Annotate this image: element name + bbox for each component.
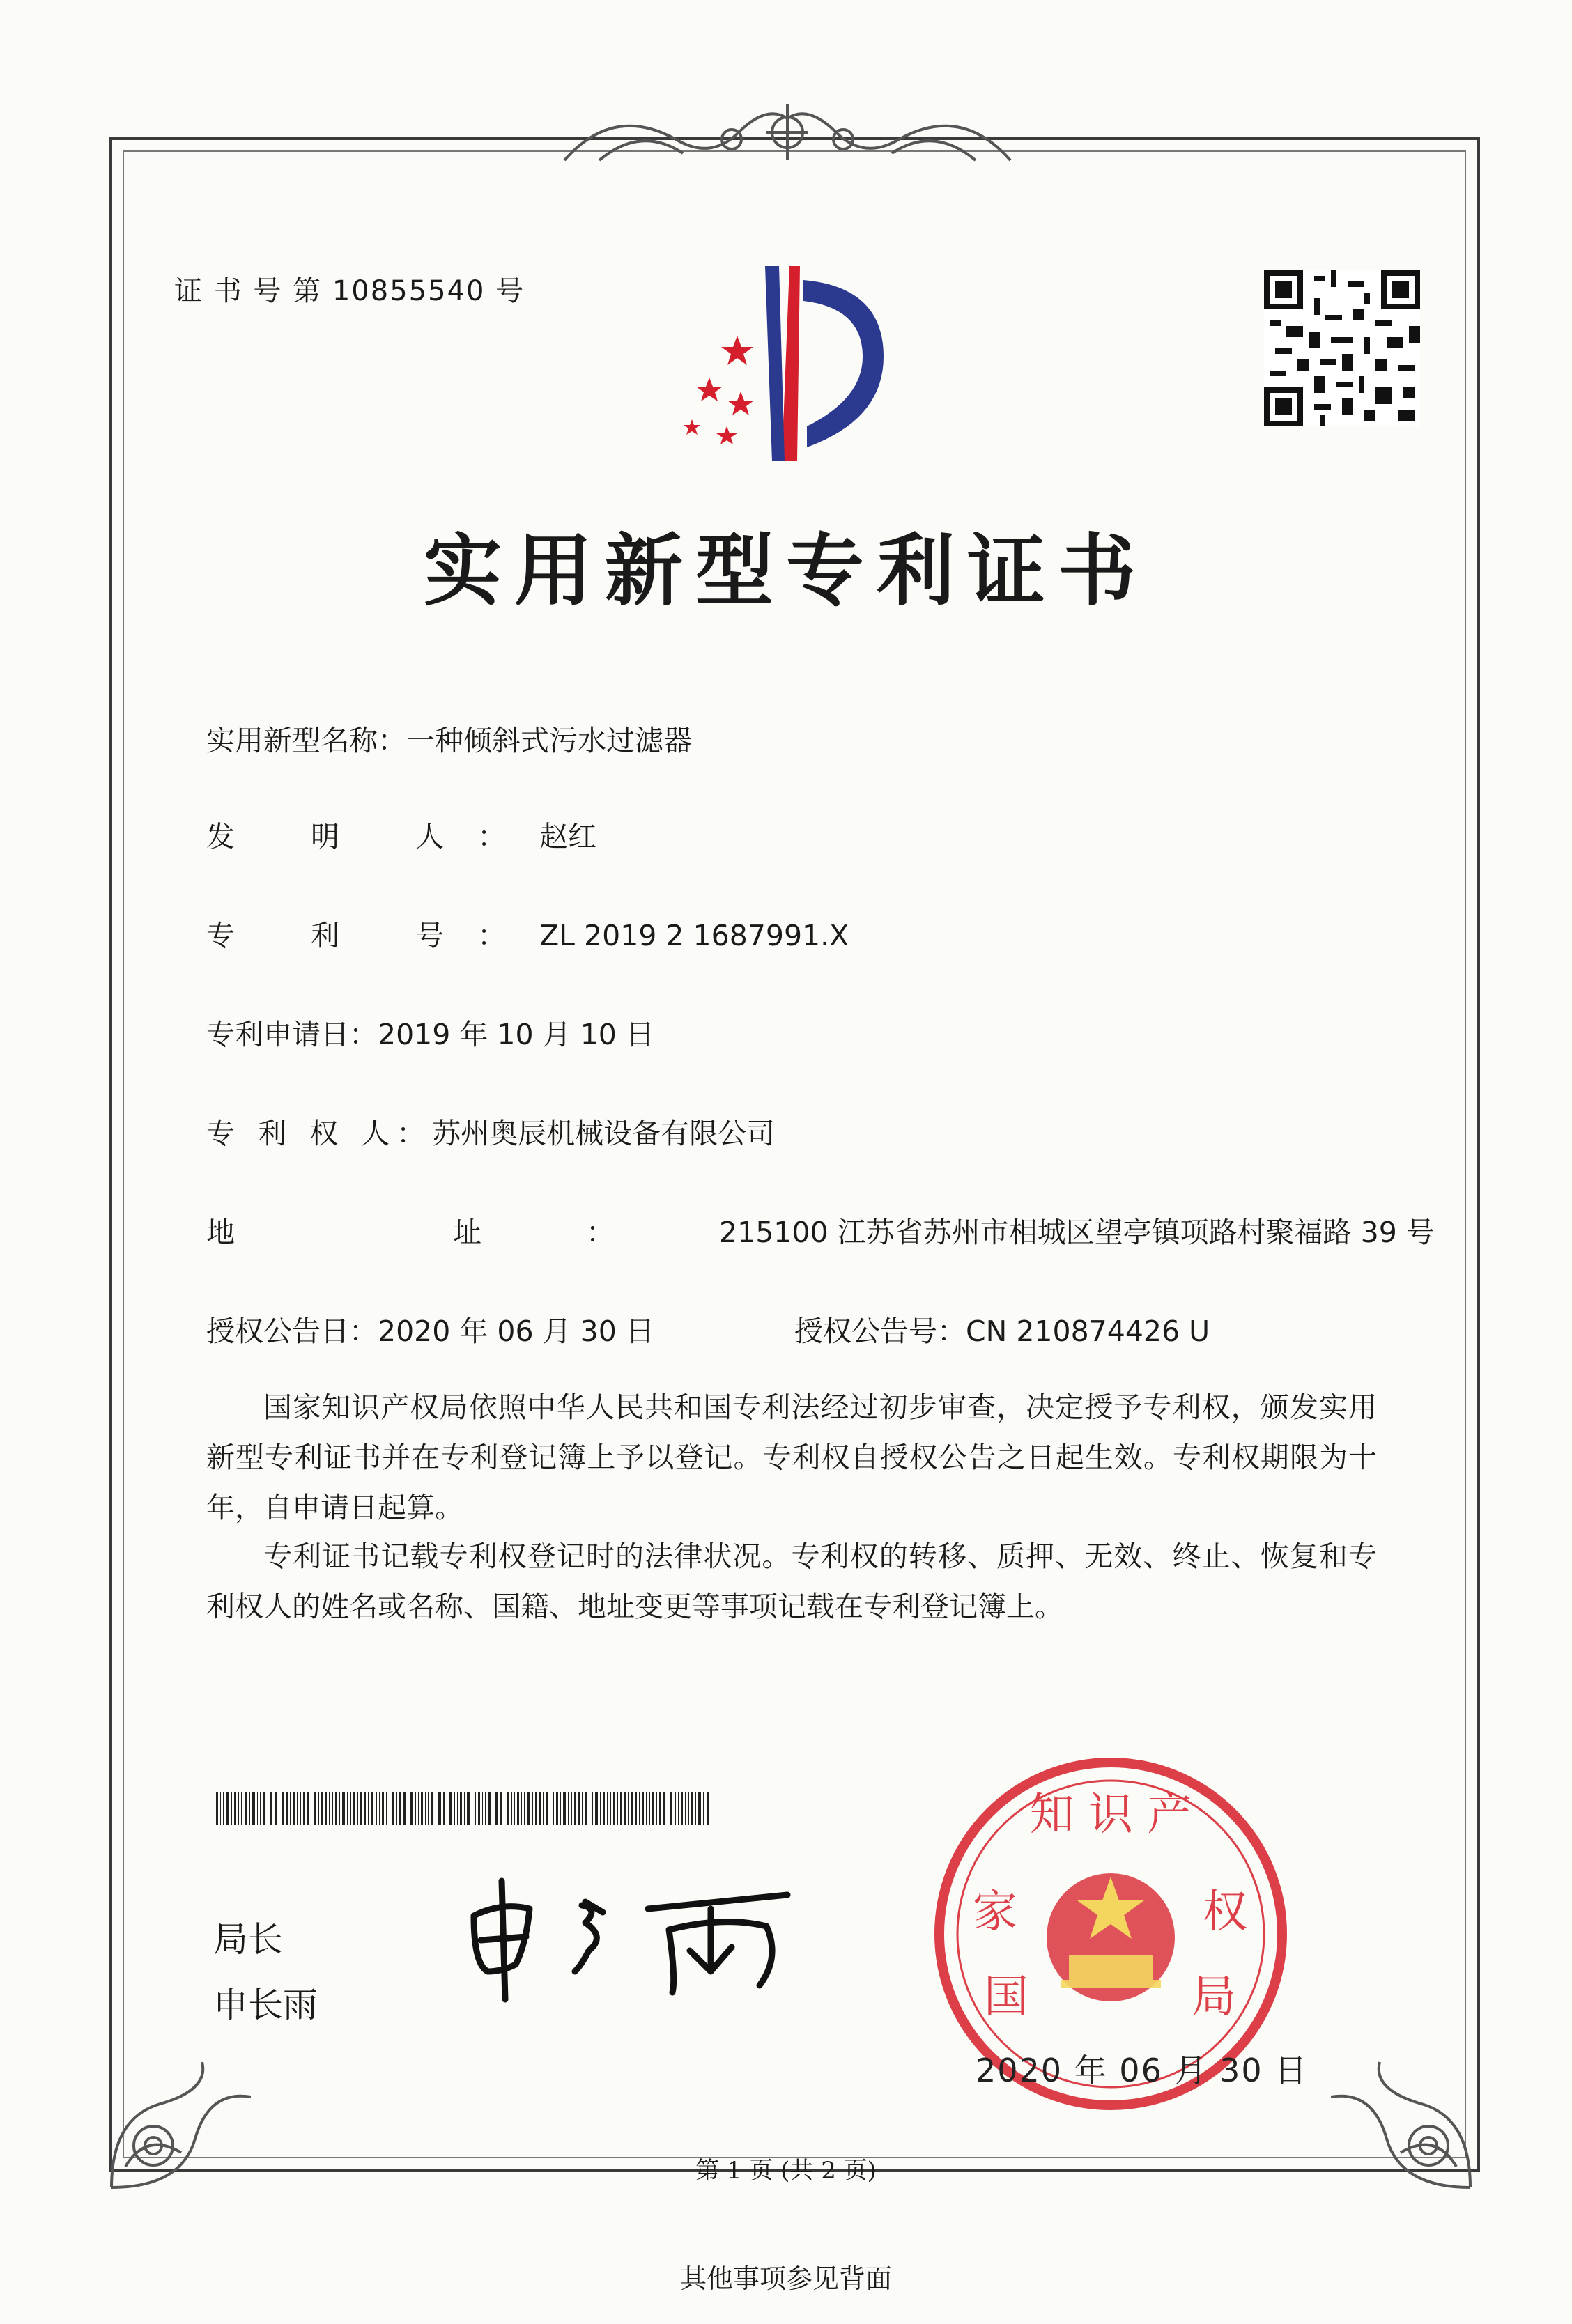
svg-text:家: 家	[973, 1887, 1017, 1938]
field-label: 地 址：	[206, 1216, 720, 1249]
back-note: 其他事项参见背面	[679, 2263, 892, 2294]
qr-code-icon	[1264, 270, 1420, 426]
field-address	[206, 1209, 1435, 1250]
body-paragraph-2: 专利证书记载专利权登记时的法律状况。专利权的转移、质押、无效、终止、恢复和专利权人的姓名或名称、国籍、地址变更等事项记载在专利登记簿上。	[206, 1540, 1377, 1623]
field-label: 实用新型名称：	[206, 724, 406, 757]
field-label: 专利申请日：	[206, 1018, 378, 1051]
field-application-date	[206, 1012, 654, 1053]
field-label: 专 利 权 人：	[206, 1117, 433, 1150]
page-number: 第 1 页 (共 2 页)	[695, 2157, 877, 2185]
field-label: 授权公告日：	[206, 1315, 378, 1348]
svg-text:知 识 产: 知 识 产	[1029, 1789, 1192, 1841]
field-grant-announcement-date	[206, 1308, 654, 1349]
field-value: CN 210874426 U	[966, 1315, 1210, 1348]
director-title: 局长	[213, 1919, 283, 1960]
field-utility-model-name	[206, 718, 692, 759]
field-inventor	[206, 814, 596, 855]
field-patentee	[206, 1110, 775, 1152]
field-value: 赵红	[539, 820, 597, 853]
field-patent-number	[206, 913, 849, 954]
patent-office-emblem-icon	[661, 259, 918, 468]
certificate-number: 证 书 号 第 10855540 号	[174, 275, 525, 307]
svg-text:局: 局	[1192, 1971, 1236, 2023]
field-value: 2019 年 10 月 10 日	[378, 1018, 654, 1051]
field-label: 专 利 号：	[206, 919, 540, 952]
svg-text:国: 国	[984, 1971, 1028, 2023]
field-value: ZL 2019 2 1687991.X	[539, 919, 849, 952]
handwritten-signature-icon	[460, 1867, 808, 2006]
field-value: 苏州奥辰机械设备有限公司	[432, 1117, 776, 1150]
director-name: 申长雨	[213, 1985, 318, 2025]
seal-date: 2020 年 06 月 30 日	[976, 2052, 1309, 2089]
top-ornament-icon	[557, 91, 1017, 181]
barcode-icon	[216, 1792, 711, 1825]
field-grant-announcement-number	[794, 1308, 1210, 1349]
field-label: 发 明 人：	[206, 820, 540, 853]
field-label: 授权公告号：	[794, 1315, 966, 1348]
body-paragraph-1: 国家知识产权局依照中华人民共和国专利法经过初步审查，决定授予专利权，颁发实用新型专利证书并在专利登记簿上予以登记。专利权自授权公告之日起生效。专利权期限为十年，自申请日起算。	[206, 1390, 1377, 1524]
field-value: 2020 年 06 月 30 日	[378, 1315, 654, 1348]
svg-text:权: 权	[1203, 1887, 1247, 1938]
certificate-title: 实用新型专利证书	[424, 526, 1148, 617]
field-value: 一种倾斜式污水过滤器	[406, 724, 692, 757]
field-value: 215100 江苏省苏州市相城区望亭镇项路村聚福路 39 号	[719, 1216, 1435, 1249]
